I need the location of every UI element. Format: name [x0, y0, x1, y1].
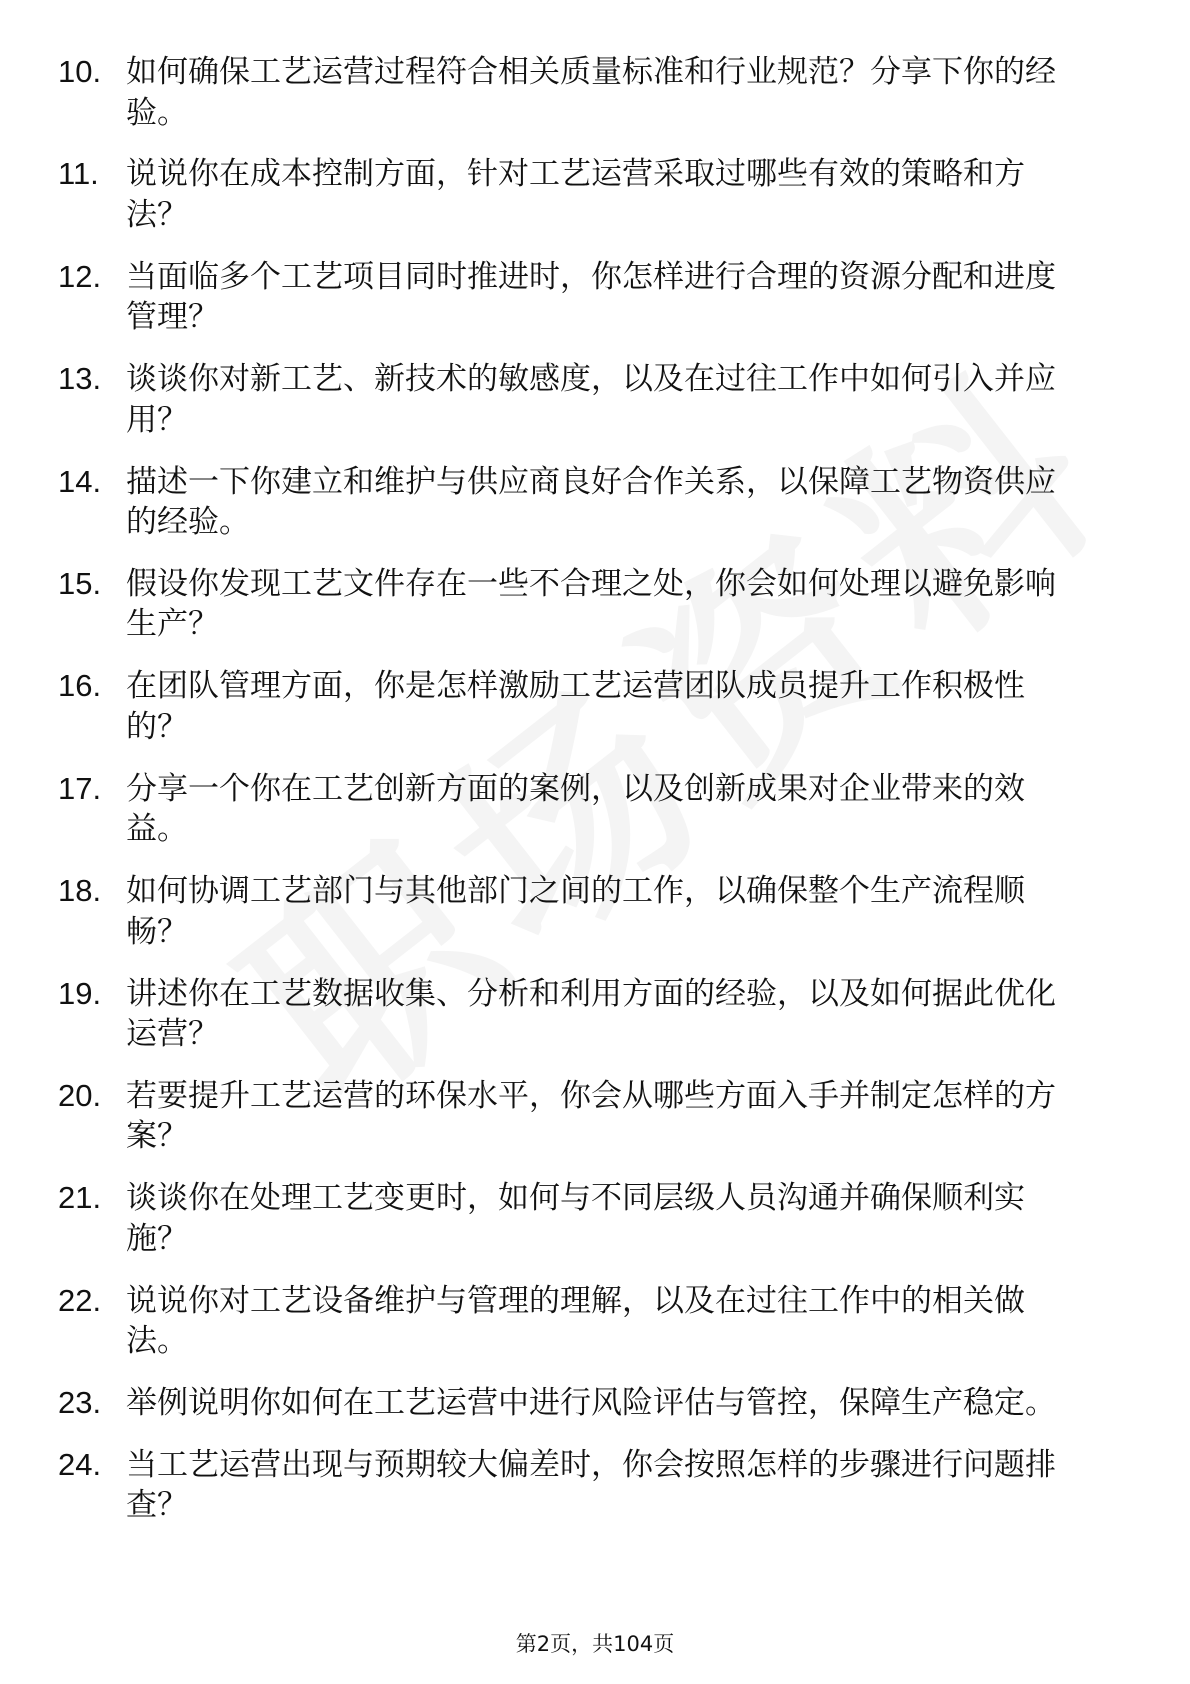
question-number: 24.	[58, 1446, 102, 1482]
question-item	[58, 564, 1118, 645]
question-item	[58, 1178, 1118, 1259]
question-number: 16.	[58, 668, 102, 704]
question-item	[58, 1281, 1118, 1362]
question-number: 23.	[58, 1385, 102, 1421]
question-number: 15.	[58, 565, 102, 601]
question-number: 21.	[58, 1180, 102, 1216]
question-list	[58, 52, 1118, 1547]
question-text: 分享一个你在工艺创新方面的案例，以及创新成果对企业带来的效益。	[126, 770, 1025, 848]
question-number: 18.	[58, 873, 102, 909]
question-number: 14.	[58, 463, 102, 499]
question-number: 12.	[58, 258, 102, 294]
question-text: 说说你对工艺设备维护与管理的理解，以及在过往工作中的相关做法。	[126, 1282, 1025, 1360]
question-item	[58, 154, 1118, 235]
question-text: 说说你在成本控制方面，针对工艺运营采取过哪些有效的策略和方法？	[126, 156, 1025, 233]
question-item	[58, 666, 1118, 747]
question-item	[58, 359, 1118, 440]
question-number: 19.	[58, 975, 102, 1011]
question-text: 描述一下你建立和维护与供应商良好合作关系，以保障工艺物资供应的经验。	[126, 463, 1056, 541]
question-item	[58, 462, 1118, 543]
question-item	[58, 1445, 1118, 1526]
question-text: 如何确保工艺运营过程符合相关质量标准和行业规范？分享下你的经验。	[126, 54, 1056, 131]
question-number: 13.	[58, 361, 102, 397]
question-number: 11.	[58, 156, 99, 192]
question-text: 假设你发现工艺文件存在一些不合理之处，你会如何处理以避免影响生产？	[126, 565, 1056, 643]
question-text: 若要提升工艺运营的环保水平，你会从哪些方面入手并制定怎样的方案？	[126, 1077, 1056, 1155]
page-footer: 第2页，共104页	[515, 1632, 675, 1656]
question-item	[58, 1076, 1118, 1157]
question-number: 20.	[58, 1077, 102, 1113]
question-item	[58, 257, 1118, 338]
question-text: 当工艺运营出现与预期较大偏差时，你会按照怎样的步骤进行问题排查？	[126, 1446, 1056, 1524]
question-text: 如何协调工艺部门与其他部门之间的工作，以确保整个生产流程顺畅？	[126, 873, 1025, 950]
question-item	[58, 974, 1118, 1055]
question-item	[58, 769, 1118, 850]
question-number: 10.	[58, 54, 102, 89]
question-text: 当面临多个工艺项目同时推进时，你怎样进行合理的资源分配和进度管理？	[126, 258, 1056, 336]
question-item	[58, 52, 1118, 133]
question-text: 谈谈你对新工艺、新技术的敏感度，以及在过往工作中如何引入并应用？	[126, 361, 1056, 438]
question-item	[58, 871, 1118, 952]
question-text: 在团队管理方面，你是怎样激励工艺运营团队成员提升工作积极性的？	[126, 668, 1025, 745]
question-text: 谈谈你在处理工艺变更时，如何与不同层级人员沟通并确保顺利实施？	[126, 1180, 1025, 1257]
question-number: 22.	[58, 1282, 102, 1318]
question-text: 讲述你在工艺数据收集、分析和利用方面的经验，以及如何据此优化运营？	[126, 975, 1056, 1053]
question-number: 17.	[58, 770, 102, 806]
question-item	[58, 1383, 1118, 1424]
question-text: 举例说明你如何在工艺运营中进行风险评估与管控，保障生产稳定。	[126, 1385, 1056, 1422]
